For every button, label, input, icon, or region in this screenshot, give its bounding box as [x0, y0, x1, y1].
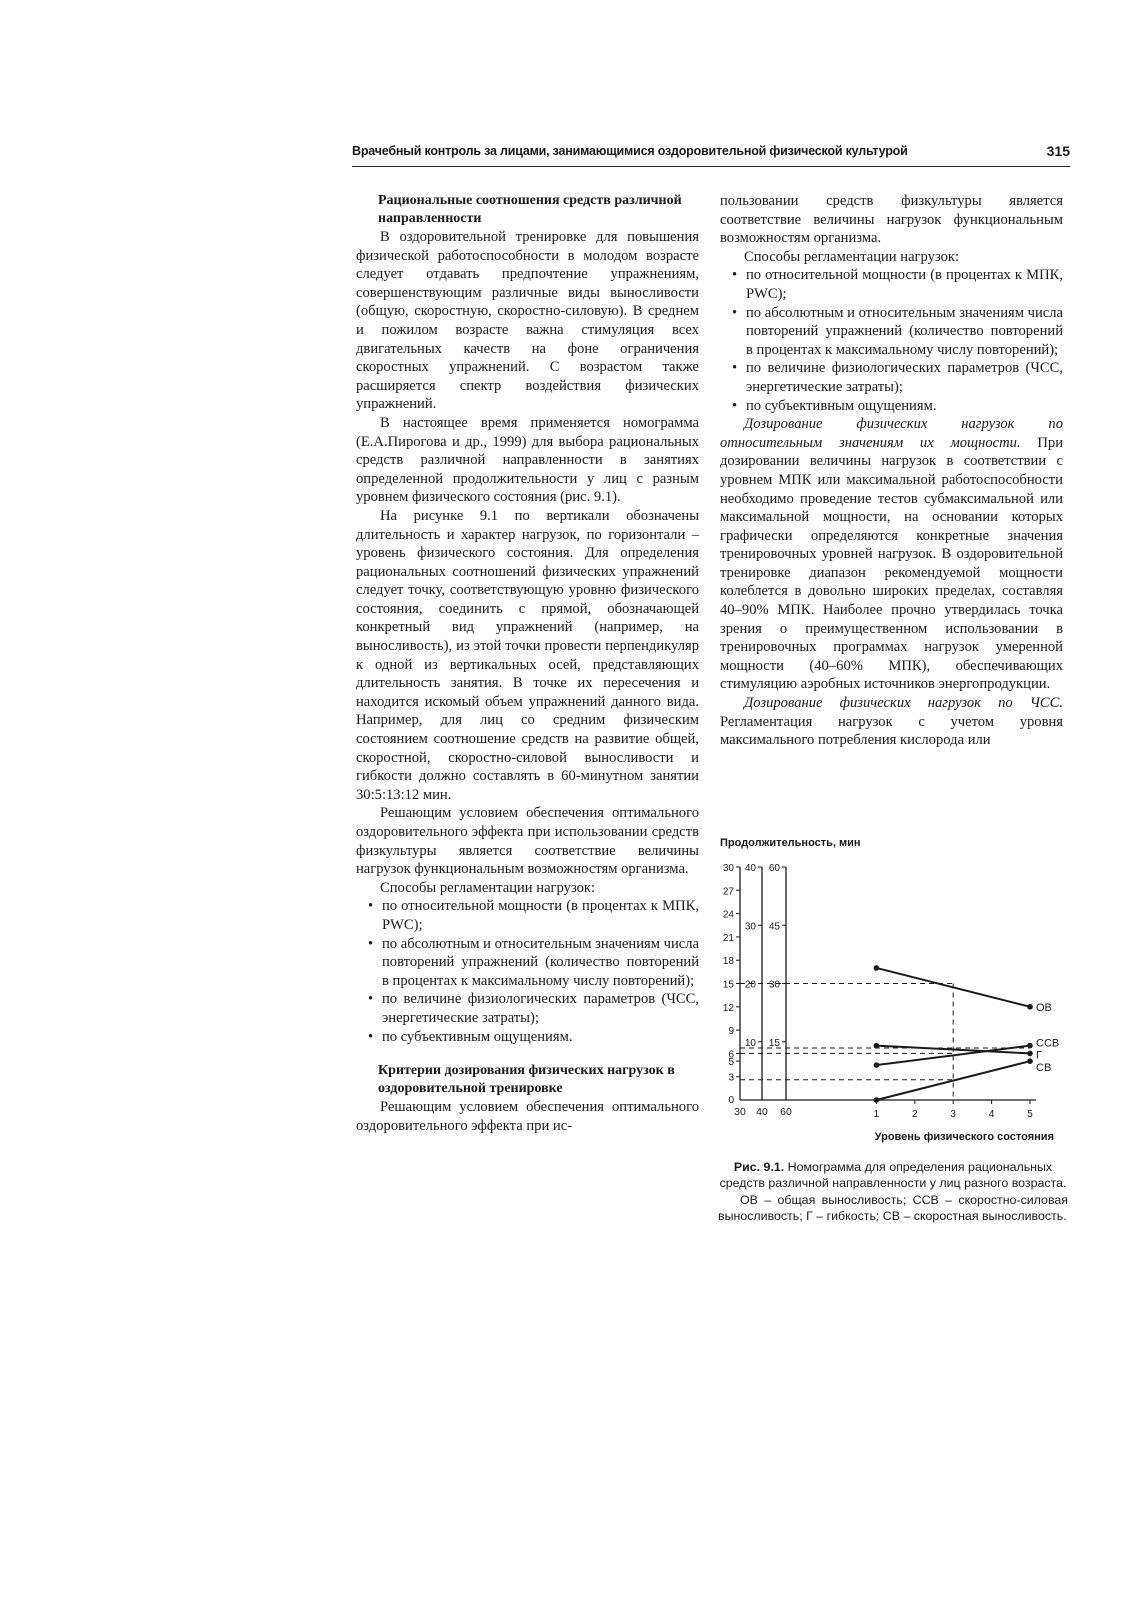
paragraph: На рисунке 9.1 по вертикали обозначены длительность и характер нагрузок, по горизонтали – уровень физического состояния. Для определения рациональных соотношений физических упражнений следует точку, соответствующую уровню физического состояния, соединить с прямой, обозначающей конкретный вид упражнений (например, на выносливость), из этой точки провести перпендикуляр к одной из вертикальных осей, представляющих длительность занятия. В точке их пересечения и находится искомый объем упражнений данного вида. Например, для лиц со средним физическим состоянием соотношение средств на развитие общей, скоростной, скоростно-силовой выносливости и гибкости должно составлять в 60-минутном занятии 30:5:13:12 мин. — [356, 507, 699, 803]
axis-tick-label: 5 — [728, 1057, 734, 1069]
caption-label: Рис. 9.1. — [733, 1160, 785, 1174]
paragraph — [720, 415, 1063, 694]
x-tick-label: 3 — [950, 1109, 956, 1120]
series-point — [874, 1043, 880, 1049]
paragraph: В оздоровительной тренировке для повышения физической работоспособности в молодом возрасте следует отдавать предпочтение упражнениям, совершенствующим различные виды выносливости (общую, скоростную, скоростно-силовую). В среднем и пожилом возрасте важна стимуляция всех двигательных качеств на фоне ограничения скоростных упражнений. С возрастом также расширяется спектр воздействия физических упражнений. — [356, 229, 699, 413]
list-item: • по абсолютным и относительным значениям числа повторений упражнений (количество повторений в процентах к максимальному числу повторений); — [746, 304, 1063, 360]
x-tick-label: 2 — [912, 1109, 918, 1120]
caption-text: Номограмма для определения рациональных средств различной направленности у лиц разного возраста. — [719, 1160, 1067, 1190]
list-item: • по величине физиологических параметров (ЧСС, энергетические затраты); — [382, 990, 699, 1027]
paragraph — [720, 694, 1063, 750]
list-item: • по субъективным ощущениям. — [382, 1028, 699, 1047]
figure-caption — [718, 1160, 1068, 1224]
axis-tick-label: 24 — [722, 909, 734, 921]
axis-tick-label: 30 — [722, 863, 734, 874]
axis-tick-label: 45 — [768, 921, 780, 933]
right-column — [720, 192, 1063, 750]
paragraph: Способы регламентации нагрузок: — [380, 879, 596, 896]
axis-tick-label: 15 — [722, 979, 734, 991]
list-item: • по величине физиологических параметров (ЧСС, энергетические затраты); — [746, 359, 1063, 396]
axis-tick-label: 60 — [768, 863, 780, 874]
list-item: • по абсолютным и относительным значениям числа повторений упражнений (количество повторений в процентах к максимальному числу повторений); — [382, 935, 699, 991]
x-tick-label: 4 — [988, 1109, 995, 1120]
axis-tick-label: 18 — [722, 956, 734, 968]
paragraph: Способы регламентации нагрузок: — [744, 248, 960, 265]
series-point — [874, 1062, 880, 1068]
axis-tick-label: 3 — [728, 1072, 734, 1084]
paragraph-text: Регламентация нагрузок с учетом уровня максимального потребления кислорода или — [720, 713, 1063, 749]
series-label: Г — [1036, 1049, 1042, 1062]
series-point — [1027, 1004, 1033, 1010]
x-tick-label: 1 — [873, 1109, 880, 1120]
axis-tick-label: 9 — [728, 1026, 734, 1038]
y-axis-label: Продолжительность, мин — [720, 837, 861, 849]
axis-name-label: 60 — [780, 1106, 792, 1118]
x-tick-label: 5 — [1027, 1109, 1033, 1120]
axis-tick-label: 40 — [744, 863, 756, 874]
series-point — [874, 965, 880, 971]
bullet-list — [720, 266, 1063, 415]
section-heading: Критерии дозирования физических нагрузок в оздоровительной тренировке — [378, 1063, 675, 1097]
axis-tick-label: 12 — [722, 1002, 734, 1014]
list-item: • по относительной мощности (в процентах к МПК, PWC); — [382, 897, 699, 934]
axis-tick-label: 20 — [744, 979, 756, 991]
section-heading: Рациональные соотношения средств различной направленности — [378, 193, 682, 226]
list-item: • по субъективным ощущениям. — [746, 397, 1063, 416]
paragraph-text: При дозировании величины нагрузок в соответствии с уровнем МПК или максимальной работоспособности необходимо проведение тестов субмаксимальной или максимальной мощности, на основании которых графически определяются конкретные значения тренировочных уровней нагрузок. В оздоровительной тренировке диапазон рекомендуемой мощности колеблется в довольно широких пределах, составляя 40–90% МПК. Наиболее прочно утвердилась точка зрения о преимущественном использовании в тренировочных программах нагрузок умеренной мощности (40–60% МПК), обеспечивающих стимуляцию аэробных источников энергопродукции. — [720, 434, 1063, 693]
axis-tick-label: 27 — [722, 886, 734, 898]
page-number: 315 — [1046, 143, 1070, 159]
list-item: • по относительной мощности (в процентах к МПК, PWC); — [746, 266, 1063, 303]
bullet-list — [356, 897, 699, 1046]
series-label: СВ — [1036, 1062, 1052, 1075]
caption-legend: ОВ – общая выносливость; ССВ – скоростно-силовая выносливость; Г – гибкость; СВ – скоростная выносливость. — [718, 1193, 1068, 1223]
running-head: Врачебный контроль за лицами, занимающимися оздоровительной физической культурой — [352, 144, 908, 158]
series-line — [876, 968, 1030, 1007]
paragraph: Решающим условием обеспечения оптимального оздоровительного эффекта при ис- — [356, 1099, 699, 1134]
series-point — [1027, 1051, 1033, 1057]
series-point — [874, 1097, 880, 1103]
paragraph: пользовании средств физкультуры является соответствие величины нагрузок функциональным возможностям организма. — [720, 193, 1063, 247]
axis-tick-label: 15 — [768, 1037, 780, 1049]
x-axis-label: Уровень физического состояния — [874, 1131, 1054, 1143]
axis-tick-label: 6 — [728, 1049, 734, 1061]
page-header — [352, 142, 1070, 167]
figure-nomogram — [718, 832, 1070, 1157]
axis-tick-label: 30 — [768, 979, 780, 991]
axis-name-label: 40 — [756, 1106, 768, 1118]
paragraph: В настоящее время применяется номограмма (Е.А.Пирогова и др., 1999) для выбора рациональных средств различной направленности в занятиях определенной продолжительности у лиц с разным уровнем физического состояния (рис. 9.1). — [356, 414, 699, 506]
italic-lead: Дозирование физических нагрузок по ЧСС. — [744, 695, 1063, 712]
axis-tick-label: 21 — [722, 932, 734, 944]
series-point — [1027, 1058, 1033, 1064]
axis-tick-label: 0 — [728, 1095, 734, 1106]
axis-tick-label: 30 — [744, 921, 756, 933]
axis-name-label: 30 — [734, 1106, 746, 1118]
paragraph: Решающим условием обеспечения оптимального оздоровительного эффекта при использовании средств физкультуры является соответствие величины нагрузок функциональным возможностям организма. — [356, 805, 699, 878]
series-label: ОВ — [1036, 1001, 1052, 1014]
series-label: ССВ — [1036, 1037, 1060, 1050]
series-point — [1027, 1043, 1033, 1049]
left-column — [356, 192, 699, 1135]
italic-lead: Дозирование физических нагрузок по относительным значениям их мощности. — [720, 416, 1063, 451]
axis-tick-label: 10 — [744, 1037, 756, 1049]
nomogram-chart — [718, 832, 1070, 1152]
